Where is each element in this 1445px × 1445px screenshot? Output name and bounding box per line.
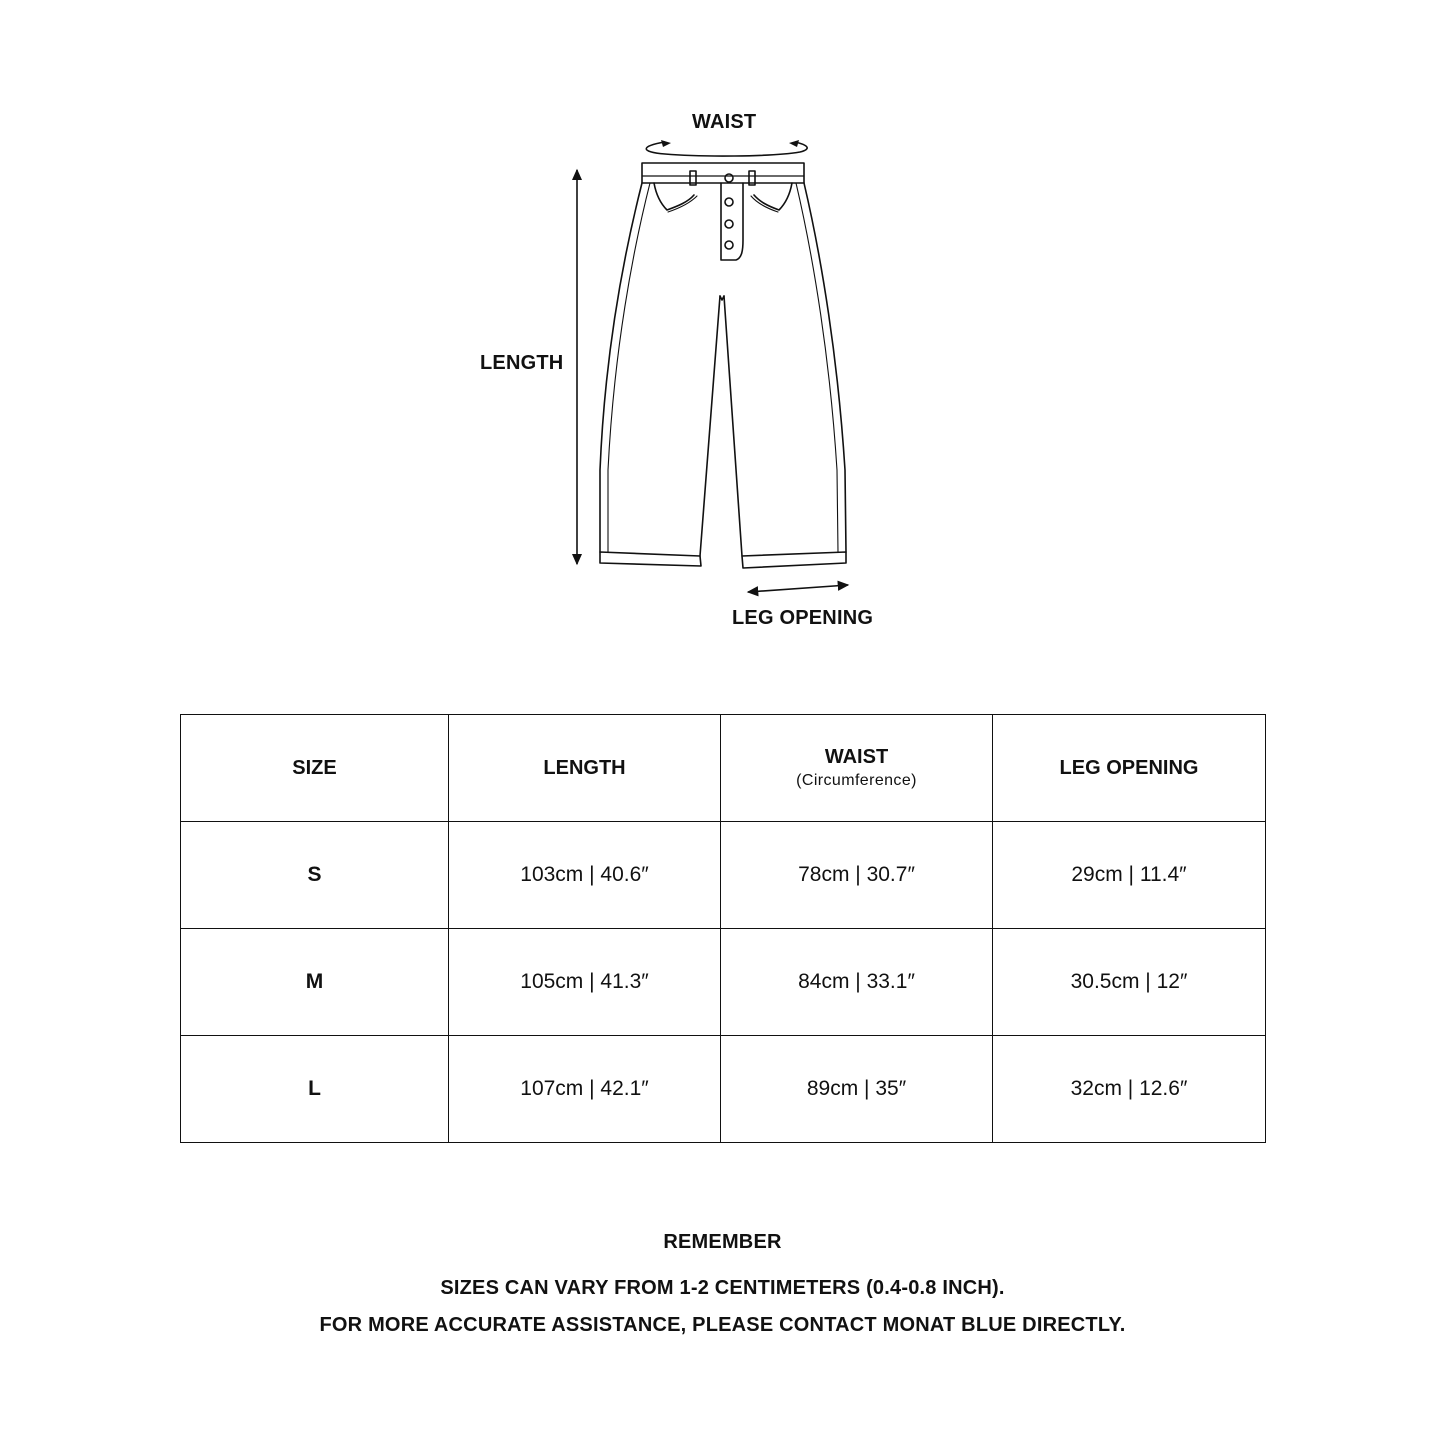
cell-size: S <box>181 822 449 929</box>
cell-size: L <box>181 1036 449 1143</box>
header-leg-opening: LEG OPENING <box>993 715 1266 822</box>
cell-waist: 89cm | 35″ <box>721 1036 993 1143</box>
waist-arrow <box>646 140 807 156</box>
pants-illustration <box>0 0 1445 680</box>
header-waist-subtitle: (Circumference) <box>796 772 917 789</box>
cell-leg-opening: 30.5cm | 12″ <box>993 929 1266 1036</box>
cell-length: 107cm | 42.1″ <box>449 1036 721 1143</box>
length-label: LENGTH <box>480 352 564 374</box>
leg-opening-label: LEG OPENING <box>732 607 874 629</box>
notes-line-2: FOR MORE ACCURATE ASSISTANCE, PLEASE CONTACT MONAT BLUE DIRECTLY. <box>319 1314 1126 1336</box>
header-length: LENGTH <box>449 715 721 822</box>
cell-waist: 84cm | 33.1″ <box>721 929 993 1036</box>
table-row <box>181 1036 1266 1143</box>
pants-measurement-diagram <box>0 0 1445 680</box>
notes-line-1: SIZES CAN VARY FROM 1-2 CENTIMETERS (0.4-0.8 INCH). <box>440 1277 1005 1299</box>
cell-length: 103cm | 40.6″ <box>449 822 721 929</box>
cell-leg-opening: 32cm | 12.6″ <box>993 1036 1266 1143</box>
header-waist: WAIST (Circumference) <box>721 715 993 822</box>
waist-label: WAIST <box>692 111 757 133</box>
cell-leg-opening: 29cm | 11.4″ <box>993 822 1266 929</box>
cell-length: 105cm | 41.3″ <box>449 929 721 1036</box>
cell-waist: 78cm | 30.7″ <box>721 822 993 929</box>
table-row <box>181 822 1266 929</box>
header-size: SIZE <box>181 715 449 822</box>
table-row <box>181 929 1266 1036</box>
sizing-notes <box>0 1232 1445 1335</box>
leg-opening-arrow <box>748 585 848 592</box>
table-header-row <box>181 715 1266 822</box>
size-chart-table <box>180 714 1266 1143</box>
notes-title: REMEMBER <box>663 1231 782 1253</box>
cell-size: M <box>181 929 449 1036</box>
pants-outline <box>600 163 846 568</box>
